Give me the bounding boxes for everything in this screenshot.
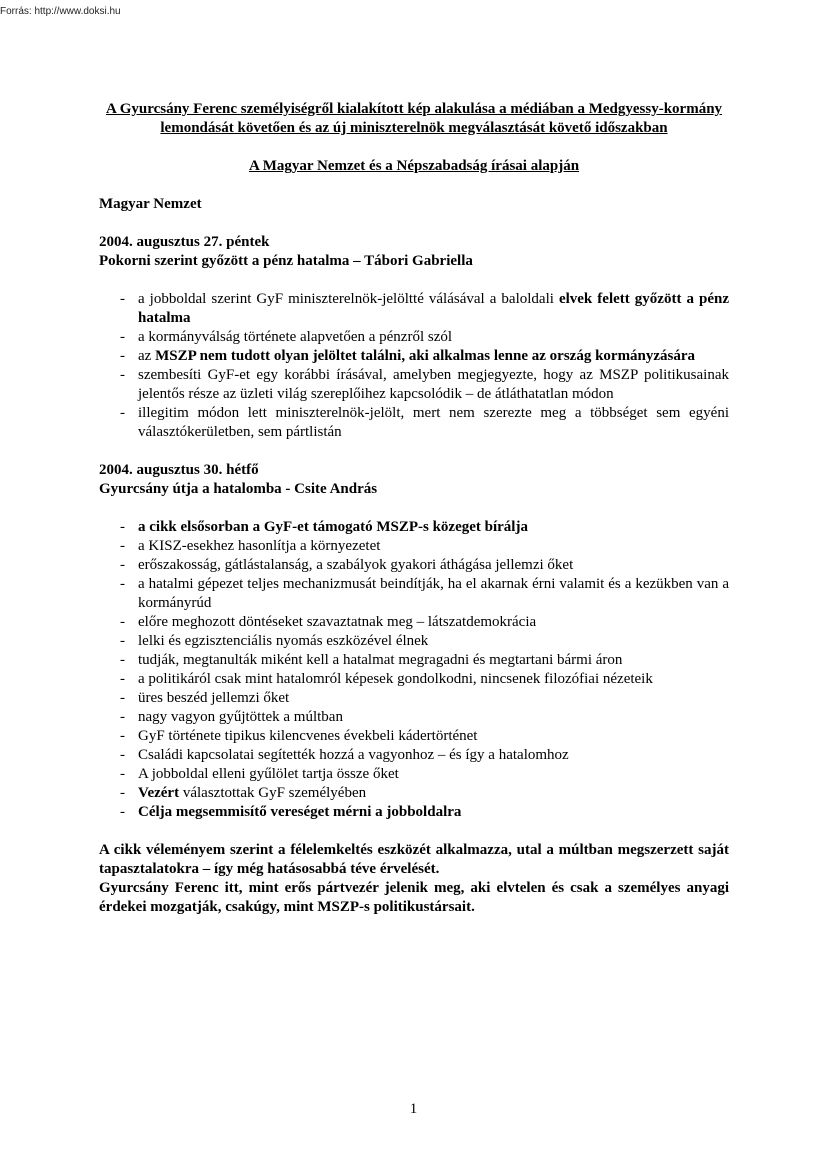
dash-bullet: - [120,576,125,592]
list-item: - tudják, megtanulták miként kell a hatalmat megragadni és megtartani bármi áron [120,652,623,668]
document-subtitle: A Magyar Nemzet és a Népszabadság írásai alapján [248,158,580,174]
conclusion-paragraph [99,841,729,917]
dash-bullet: - [120,785,125,801]
dash-bullet: - [120,405,125,421]
article-date: 2004. augusztus 30. hétfő [99,462,259,478]
source-watermark: Forrás: http://www.doksi.hu [0,6,121,17]
list-item: - szembesíti GyF-et egy korábbi írásával, amelyben megjegyezte, hogy az MSZP politikusainak jelentős része az üzleti világ szereplőihez kapcsolódik – de átláthatatlan módon [120,367,729,402]
page-number: 1 [409,1101,418,1117]
article-section [99,233,729,442]
dash-bullet: - [120,538,125,554]
dash-bullet: - [120,557,125,573]
newspaper-heading: Magyar Nemzet [99,196,202,212]
dash-bullet: - [120,709,125,725]
dash-bullet: - [120,652,125,668]
dash-bullet: - [120,804,125,820]
conclusion-line: Gyurcsány Ferenc itt, mint erős pártvezér jelenik meg, aki elvtelen és csak a személyes anyagi érdekei mozgatják, csakúgy, mint MSZP-s politikustársait. [99,880,729,915]
dash-bullet: - [120,367,125,383]
conclusion-line: A cikk véleményem szerint a félelemkeltés eszközét alkalmazza, utal a múltban megszerzett saját tapasztalatokra – így még hatásosabbá téve érvelését. [99,842,729,877]
list-item: - üres beszéd jellemzi őket [120,690,290,706]
list-item: - Családi kapcsolatai segítették hozzá a vagyonhoz – és így a hatalomhoz [120,747,569,763]
article-headline: Gyurcsány útja a hatalomba - Csite András [99,481,378,497]
dash-bullet: - [120,519,125,535]
list-item: - a politikáról csak mint hatalomról képesek gondolkodni, nincsenek filozófiai nézeteik [120,671,653,687]
dash-bullet: - [120,747,125,763]
dash-bullet: - [120,671,125,687]
article-headline: Pokorni szerint győzött a pénz hatalma – Tábori Gabriella [99,253,473,269]
list-item: - a kormányválság története alapvetően a pénzről szól [120,329,453,345]
document-body [99,100,729,917]
list-item: - a jobboldal szerint GyF miniszterelnök-jelöltté válásával a baloldali elvek felett győzött a pénz hatalma [120,291,729,326]
list-item: - Vezért választottak GyF személyében [120,785,367,801]
list-item: - GyF története tipikus kilencvenes évekbeli kádertörténet [120,728,478,744]
list-item: - a hatalmi gépezet teljes mechanizmusát beindítják, ha el akarnak érni valamit és a kezükben van a kormányrúd [120,576,729,611]
dash-bullet: - [120,329,125,345]
dash-bullet: - [120,766,125,782]
dash-bullet: - [120,291,125,307]
list-item: - előre meghozott döntéseket szavaztatnak meg – látszatdemokrácia [120,614,537,630]
dash-bullet: - [120,348,125,364]
dash-bullet: - [120,633,125,649]
article-section [99,461,729,822]
list-item: - az MSZP nem tudott olyan jelöltet találni, aki alkalmas lenne az ország kormányzására [120,348,696,364]
list-item: - Célja megsemmisítő vereséget mérni a jobboldalra [120,804,462,820]
article-date: 2004. augusztus 27. péntek [99,234,270,250]
bullet-list [99,518,729,822]
document-title: A Gyurcsány Ferenc személyiségről kialakított kép alakulása a médiában a Medgyessy-kormány lemondását követően és az új miniszterelnök megválasztását követő időszakban [105,101,723,136]
dash-bullet: - [120,728,125,744]
list-item: - illegitim módon lett miniszterelnök-jelölt, mert nem szerezte meg a többséget sem egyéni választókerületben, sem pártlistán [120,405,729,440]
dash-bullet: - [120,690,125,706]
list-item: - erőszakosság, gátlástalanság, a szabályok gyakori áthágása jellemzi őket [120,557,574,573]
list-item: - a KISZ-esekhez hasonlítja a környezetet [120,538,381,554]
list-item: - A jobboldal elleni gyűlölet tartja össze őket [120,766,399,782]
bullet-list [99,290,729,442]
list-item: - lelki és egzisztenciális nyomás eszközével élnek [120,633,429,649]
list-item: - nagy vagyon gyűjtöttek a múltban [120,709,343,725]
dash-bullet: - [120,614,125,630]
list-item: - a cikk elsősorban a GyF-et támogató MSZP-s közeget bírálja [120,519,528,535]
